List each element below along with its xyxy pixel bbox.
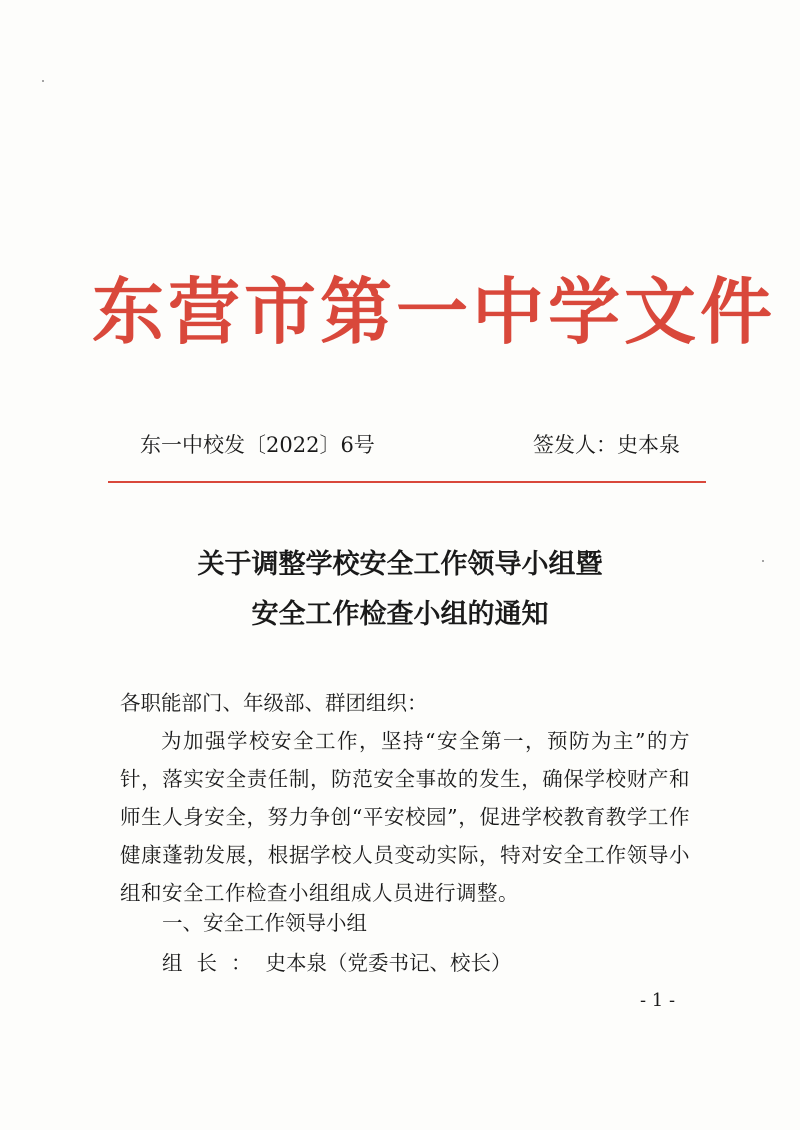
leader-row bbox=[162, 946, 512, 976]
notice-title-line-1: 关于调整学校安全工作领导小组暨 bbox=[197, 549, 603, 580]
leader-label: 组长： bbox=[162, 951, 266, 975]
notice-title-line-2: 安全工作检查小组的通知 bbox=[251, 599, 549, 630]
page-number: - 1 - bbox=[640, 990, 676, 1011]
leader-value: 史本泉（党委书记、校长） bbox=[265, 951, 512, 975]
section-heading-1: 一、安全工作领导小组 bbox=[162, 911, 367, 935]
scan-speck bbox=[42, 80, 44, 82]
signer: 签发人：史本泉 bbox=[533, 433, 680, 457]
scan-speck bbox=[762, 560, 764, 562]
document-meta-row bbox=[140, 428, 680, 462]
masthead-title: 东营市第一中学文件 bbox=[92, 269, 777, 354]
document-number: 东一中校发〔2022〕6号 bbox=[140, 433, 375, 457]
salutation: 各职能部门、年级部、群团组织： bbox=[120, 691, 428, 715]
body-paragraph: 为加强学校安全工作，坚持“安全第一，预防为主”的方针，落实安全责任制，防范安全事故的发生，确保学校财产和师生人身安全，努力争创“平安校园”，促进学校教育教学工作健康蓬勃发展，根据学校人员变动实际，特对安全工作领导小组和安全工作检查小组组成人员进行调整。 bbox=[120, 729, 690, 905]
red-divider-line bbox=[108, 481, 706, 483]
